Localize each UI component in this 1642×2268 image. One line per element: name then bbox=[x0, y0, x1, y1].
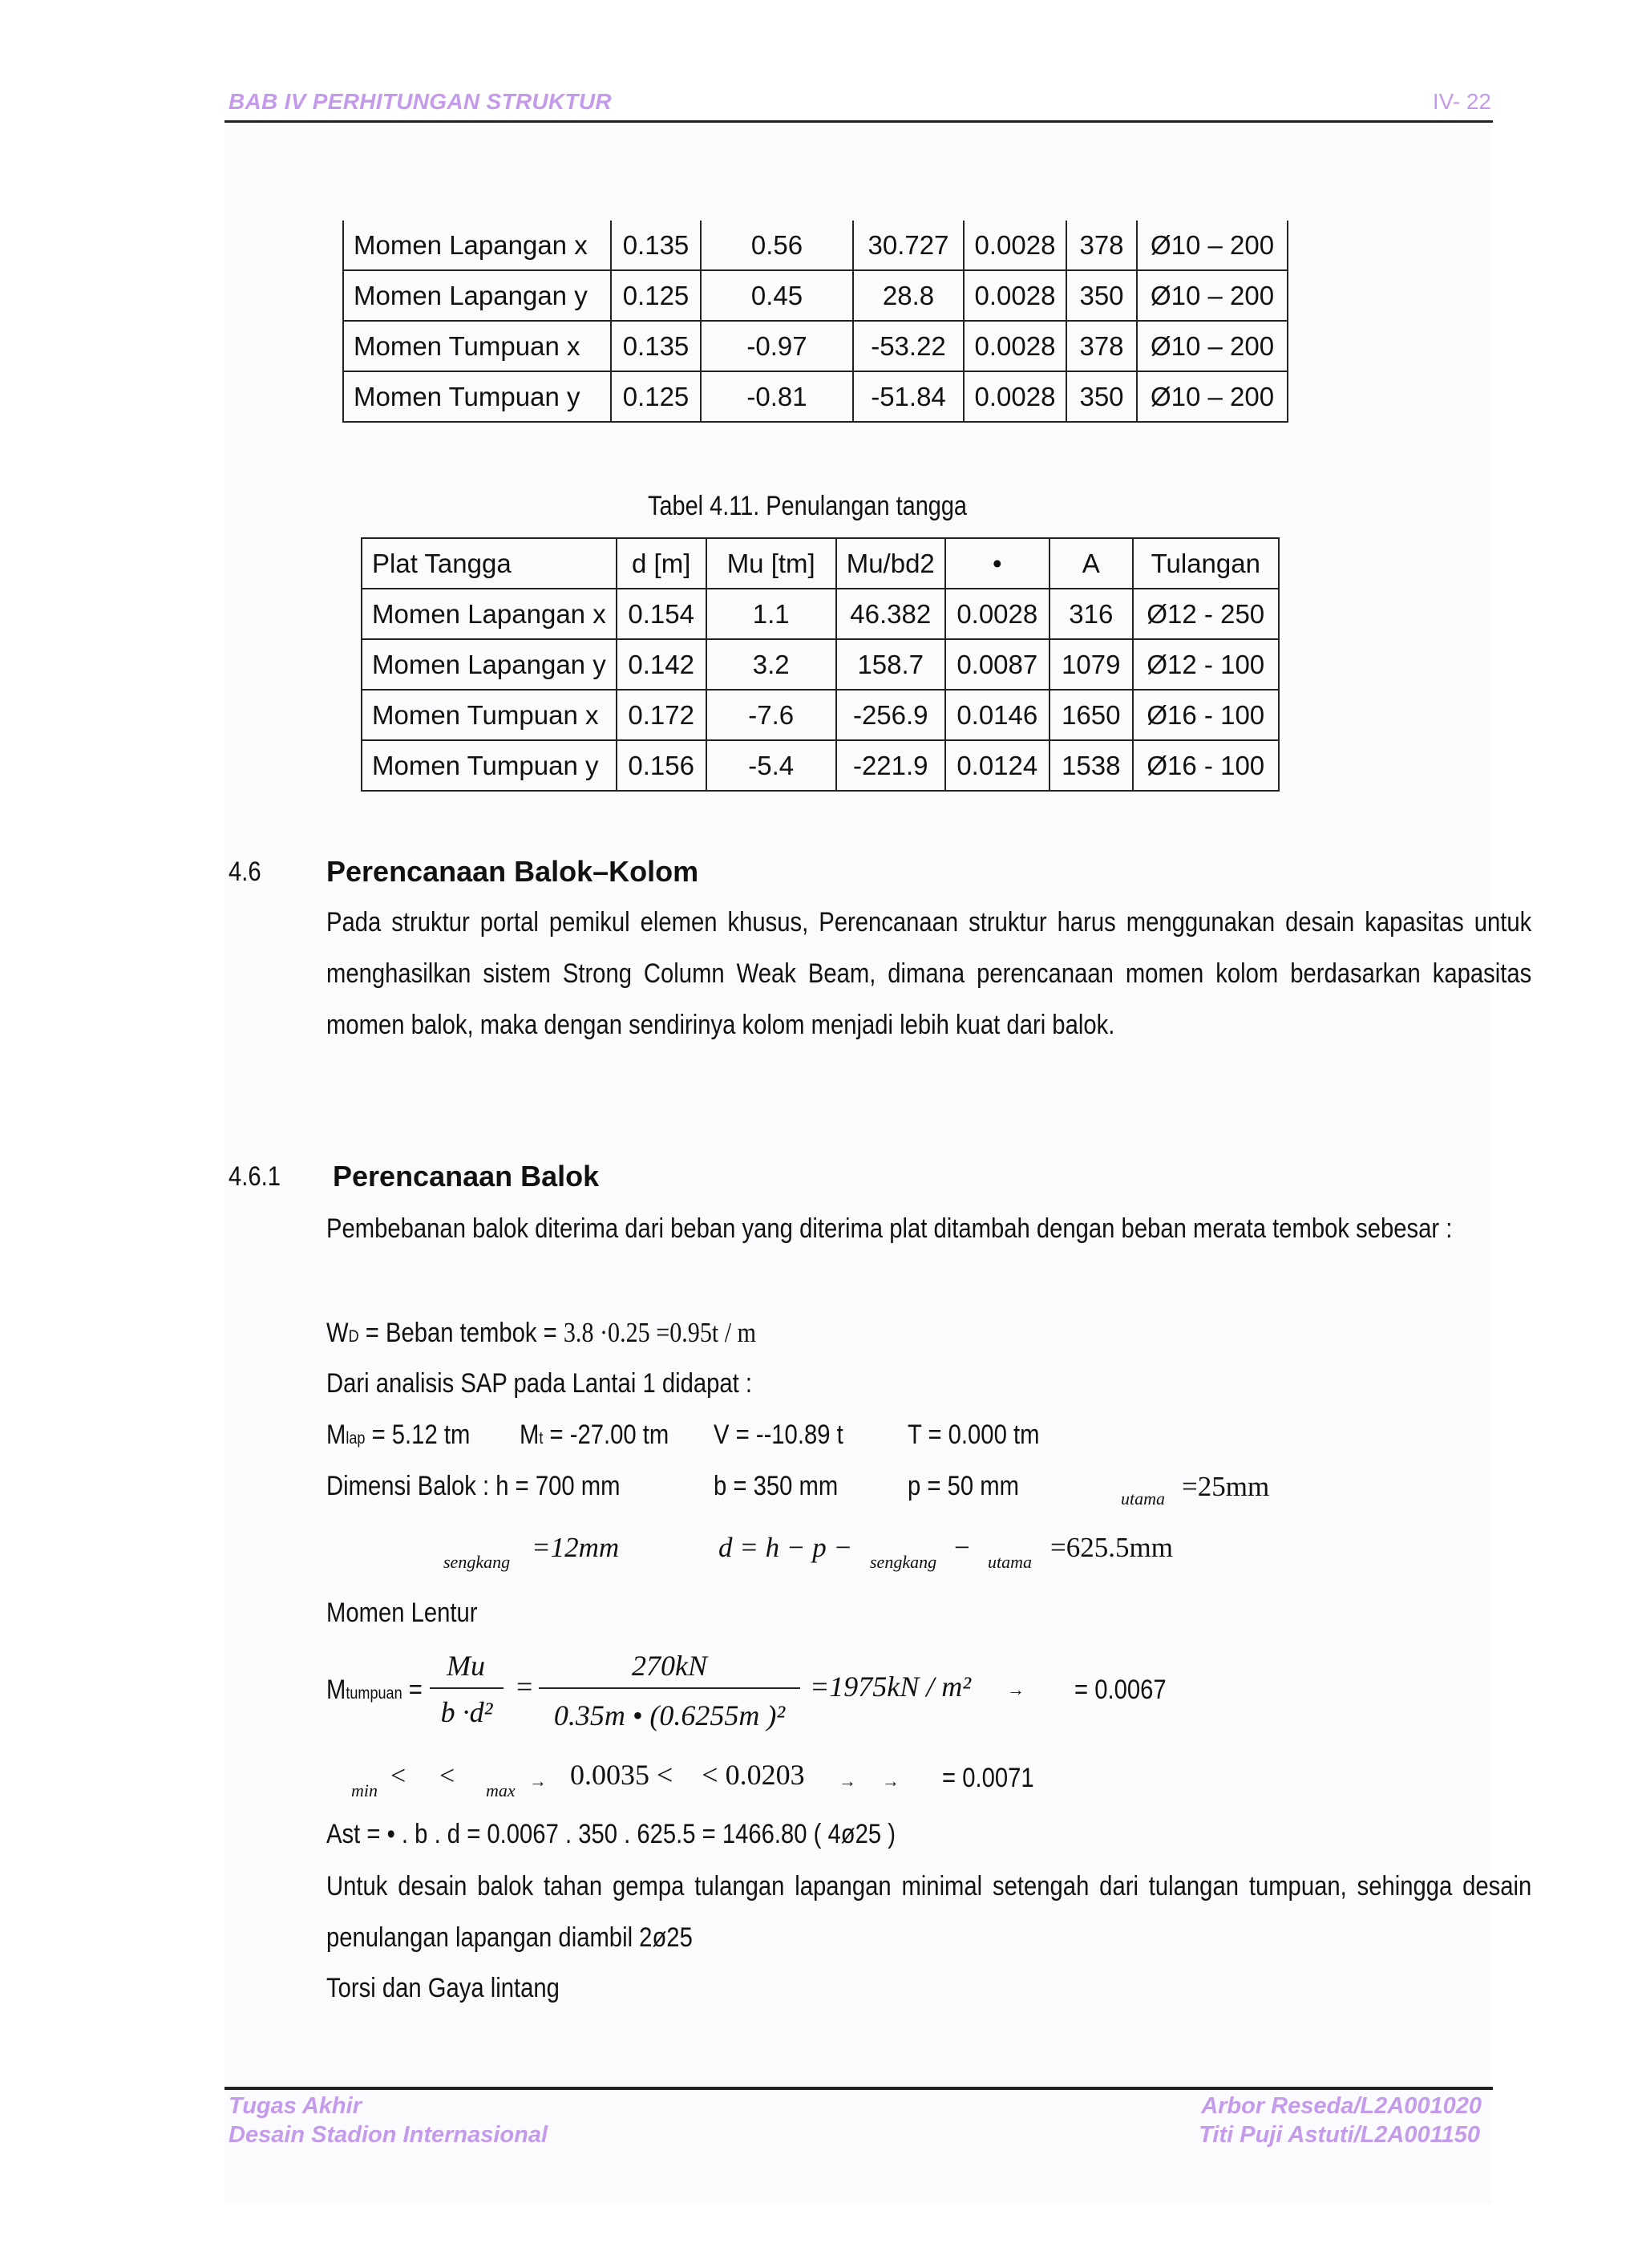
beam-cover-p: p = 50 mm bbox=[908, 1471, 1019, 1501]
mtumpuan-label bbox=[326, 1675, 423, 1706]
table-header-cell: d [m] bbox=[617, 538, 706, 589]
table-header-row bbox=[362, 538, 1279, 589]
footer-divider bbox=[224, 2087, 1493, 2090]
table-cell: Ø10 – 200 bbox=[1137, 321, 1288, 371]
table-cell: 28.8 bbox=[853, 270, 964, 321]
rho-required: = 0.0067 bbox=[1074, 1675, 1167, 1705]
fraction1-denominator: b ·d² bbox=[440, 1696, 493, 1728]
header-page-number: IV- 22 bbox=[1432, 89, 1491, 114]
fraction2-numerator: 270kN bbox=[632, 1650, 707, 1682]
table-header-cell: Mu/bd2 bbox=[836, 538, 945, 589]
table-row bbox=[362, 690, 1279, 740]
table-cell: -53.22 bbox=[853, 321, 964, 371]
table-cell: 350 bbox=[1066, 270, 1137, 321]
arrow-3: → bbox=[839, 1771, 856, 1791]
utama-value: =25mm bbox=[1182, 1471, 1270, 1502]
mlap-subscript: lap bbox=[346, 1429, 366, 1448]
table-cell: -7.6 bbox=[706, 690, 836, 740]
table-cell: 0.45 bbox=[701, 270, 853, 321]
header-divider bbox=[224, 120, 1493, 123]
table-cell: Ø10 – 200 bbox=[1137, 371, 1288, 422]
ast-calculation: Ast = • . b . d = 0.0067 . 350 . 625.5 = 1466.80 ( 4ø25 ) bbox=[326, 1819, 896, 1849]
table-cell: 0.125 bbox=[611, 371, 701, 422]
table-header-cell: Tulangan bbox=[1133, 538, 1279, 589]
table-cell: Momen Tumpuan y bbox=[343, 371, 611, 422]
table-cell: 0.172 bbox=[617, 690, 706, 740]
table-row bbox=[343, 221, 1288, 270]
mtumpuan-equals: = bbox=[402, 1675, 423, 1705]
beam-dimension-b: b = 350 mm bbox=[714, 1471, 839, 1501]
fraction2-denominator: 0.35m • (0.6255m )² bbox=[553, 1699, 786, 1731]
table-cell: Momen Tumpuan y bbox=[362, 740, 617, 791]
wall-load-line bbox=[326, 1317, 756, 1349]
sengkang-diameter: =12mm bbox=[532, 1532, 620, 1563]
table-cell: 378 bbox=[1066, 321, 1137, 371]
table-cell: 316 bbox=[1050, 589, 1133, 639]
table-row bbox=[343, 321, 1288, 371]
table-plate-reinforcement bbox=[342, 221, 1288, 423]
table-cell: 0.0146 bbox=[945, 690, 1050, 740]
rho-range-formula: 0.0035 < < 0.0203 bbox=[570, 1759, 805, 1791]
utama-subscript: utama bbox=[1121, 1488, 1165, 1509]
table-header-cell: Mu [tm] bbox=[706, 538, 836, 589]
section-number: 4.6 bbox=[229, 857, 261, 887]
footer-author-1: Arbor Reseda/L2A001020 bbox=[1201, 2093, 1482, 2119]
table-cell: Ø12 - 250 bbox=[1133, 589, 1279, 639]
mlap-label: M bbox=[326, 1420, 346, 1450]
table-cell: 1079 bbox=[1050, 639, 1133, 690]
table-cell: Ø16 - 100 bbox=[1133, 690, 1279, 740]
table-cell: 0.0124 bbox=[945, 740, 1050, 791]
table-cell: 0.154 bbox=[617, 589, 706, 639]
table-cell: 158.7 bbox=[836, 639, 945, 690]
table-header-cell: • bbox=[945, 538, 1050, 589]
arrow-4: → bbox=[882, 1771, 900, 1791]
fraction1-bar bbox=[430, 1687, 504, 1689]
table-row bbox=[343, 270, 1288, 321]
fraction2-bar bbox=[539, 1687, 800, 1689]
table-row bbox=[362, 589, 1279, 639]
table-cell: 1650 bbox=[1050, 690, 1133, 740]
table-cell: Ø10 – 200 bbox=[1137, 270, 1288, 321]
mlap-number: = 5.12 tm bbox=[365, 1420, 471, 1450]
wd-label: W bbox=[326, 1318, 349, 1348]
d-minus-sign: − bbox=[954, 1532, 970, 1563]
table-cell: 0.0028 bbox=[964, 270, 1066, 321]
effective-depth-result bbox=[1050, 1532, 1173, 1564]
table-row bbox=[362, 639, 1279, 690]
table-header-cell: A bbox=[1050, 538, 1133, 589]
table-cell: 0.0028 bbox=[964, 321, 1066, 371]
table-cell: 1538 bbox=[1050, 740, 1133, 791]
fraction-result: =1975kN / m² bbox=[810, 1671, 972, 1703]
mt-subscript: t bbox=[539, 1429, 544, 1448]
table-cell: Momen Tumpuan x bbox=[362, 690, 617, 740]
table-cell: 3.2 bbox=[706, 639, 836, 690]
table-cell: 0.125 bbox=[611, 270, 701, 321]
beam-dimension-h: Dimensi Balok : h = 700 mm bbox=[326, 1471, 621, 1501]
subsection-title: Perencanaan Balok bbox=[333, 1160, 600, 1193]
table-cell: Momen Lapangan x bbox=[343, 221, 611, 270]
section-title: Perencanaan Balok–Kolom bbox=[326, 855, 699, 888]
table-cell: -256.9 bbox=[836, 690, 945, 740]
table-cell: 0.142 bbox=[617, 639, 706, 690]
utama-diameter bbox=[1182, 1471, 1269, 1503]
table-cell: Momen Lapangan x bbox=[362, 589, 617, 639]
mlap-value bbox=[326, 1420, 470, 1451]
rho-min-subscript: min bbox=[351, 1780, 378, 1800]
wd-text: = Beban tembok = bbox=[358, 1318, 564, 1348]
table-header-cell: Plat Tangga bbox=[362, 538, 617, 589]
table-cell: Ø16 - 100 bbox=[1133, 740, 1279, 791]
mt-value bbox=[520, 1420, 669, 1451]
d-sengkang-subscript: sengkang bbox=[870, 1552, 937, 1572]
table-cell: 46.382 bbox=[836, 589, 945, 639]
footer-document-title: Desain Stadion Internasional bbox=[229, 2122, 548, 2148]
table-cell: Ø12 - 100 bbox=[1133, 639, 1279, 690]
table-cell: Momen Lapangan y bbox=[343, 270, 611, 321]
table-cell: 350 bbox=[1066, 371, 1137, 422]
fraction-equals: = bbox=[516, 1671, 533, 1703]
less-than-2: < bbox=[439, 1761, 455, 1791]
table-cell: -5.4 bbox=[706, 740, 836, 791]
effective-depth-formula: d = h − p − bbox=[718, 1532, 853, 1563]
table-cell: 0.156 bbox=[617, 740, 706, 791]
table-cell: -221.9 bbox=[836, 740, 945, 791]
table-cell: Momen Tumpuan x bbox=[343, 321, 611, 371]
subsection-paragraph: Pembebanan balok diterima dari beban yang diterima plat ditambah dengan beban merata tembok sebesar : bbox=[326, 1213, 1453, 1244]
table-cell: 30.727 bbox=[853, 221, 964, 270]
d-result-value: =625.5mm bbox=[1050, 1532, 1173, 1563]
mt-number: = -27.00 tm bbox=[543, 1420, 669, 1450]
subsection-number: 4.6.1 bbox=[229, 1161, 281, 1192]
footer-author-2: Titi Puji Astuti/L2A001150 bbox=[1199, 2122, 1480, 2148]
d-utama-subscript: utama bbox=[988, 1552, 1032, 1572]
sengkang-subscript: sengkang bbox=[443, 1552, 511, 1572]
table-cell: 378 bbox=[1066, 221, 1137, 270]
section-paragraph: Pada struktur portal pemikul elemen khusus, Perencanaan struktur harus menggunakan desain kapasitas untuk menghasilkan sistem Strong Column Weak Beam, dimana perencanaan momen kolom berdasarkan kapasitas momen balok, maka dengan sendirinya kolom menjadi lebih kuat dari balok. bbox=[326, 907, 1532, 1040]
table-cell: 0.0028 bbox=[964, 221, 1066, 270]
sap-analysis-line: Dari analisis SAP pada Lantai 1 didapat : bbox=[326, 1368, 753, 1399]
fraction1-numerator: Mu bbox=[447, 1650, 485, 1682]
torsion-value: T = 0.000 tm bbox=[908, 1420, 1040, 1450]
table-cell: 0.0028 bbox=[945, 589, 1050, 639]
table-cell: 1.1 bbox=[706, 589, 836, 639]
table-cell: -0.81 bbox=[701, 371, 853, 422]
torsion-shear-heading: Torsi dan Gaya lintang bbox=[326, 1973, 560, 2003]
table-cell: 0.135 bbox=[611, 321, 701, 371]
wd-subscript: D bbox=[348, 1327, 359, 1346]
arrow-1: → bbox=[1007, 1679, 1025, 1699]
mtumpuan-subscript: tumpuan bbox=[346, 1684, 402, 1703]
table-cell: -0.97 bbox=[701, 321, 853, 371]
table-cell: 0.0028 bbox=[964, 371, 1066, 422]
shear-value: V = --10.89 t bbox=[714, 1420, 843, 1450]
table-caption: Tabel 4.11. Penulangan tangga bbox=[648, 491, 967, 521]
table-cell: 0.56 bbox=[701, 221, 853, 270]
table-stair-reinforcement bbox=[361, 537, 1280, 792]
momen-lentur-heading: Momen Lentur bbox=[326, 1598, 478, 1628]
wd-formula: 3.8 ·0.25 =0.95t / m bbox=[563, 1317, 757, 1348]
rho-used: = 0.0071 bbox=[942, 1763, 1034, 1793]
table-row bbox=[343, 371, 1288, 422]
header-chapter-title: BAB IV PERHITUNGAN STRUKTUR bbox=[229, 89, 612, 114]
table-cell: Momen Lapangan y bbox=[362, 639, 617, 690]
rho-max-subscript: max bbox=[486, 1780, 516, 1800]
footer-document-type: Tugas Akhir bbox=[229, 2093, 362, 2119]
mt-label: M bbox=[520, 1420, 540, 1450]
arrow-2: → bbox=[529, 1771, 547, 1791]
mtumpuan-m: M bbox=[326, 1675, 346, 1705]
less-than-1: < bbox=[390, 1761, 406, 1791]
seismic-design-paragraph: Untuk desain balok tahan gempa tulangan lapangan minimal setengah dari tulangan tumpuan, sehingga desain penulangan lapangan diambil 2ø25 bbox=[326, 1871, 1532, 1953]
table-cell: -51.84 bbox=[853, 371, 964, 422]
table-cell: 0.0087 bbox=[945, 639, 1050, 690]
table-cell: Ø10 – 200 bbox=[1137, 221, 1288, 270]
table-row bbox=[362, 740, 1279, 791]
table-cell: 0.135 bbox=[611, 221, 701, 270]
